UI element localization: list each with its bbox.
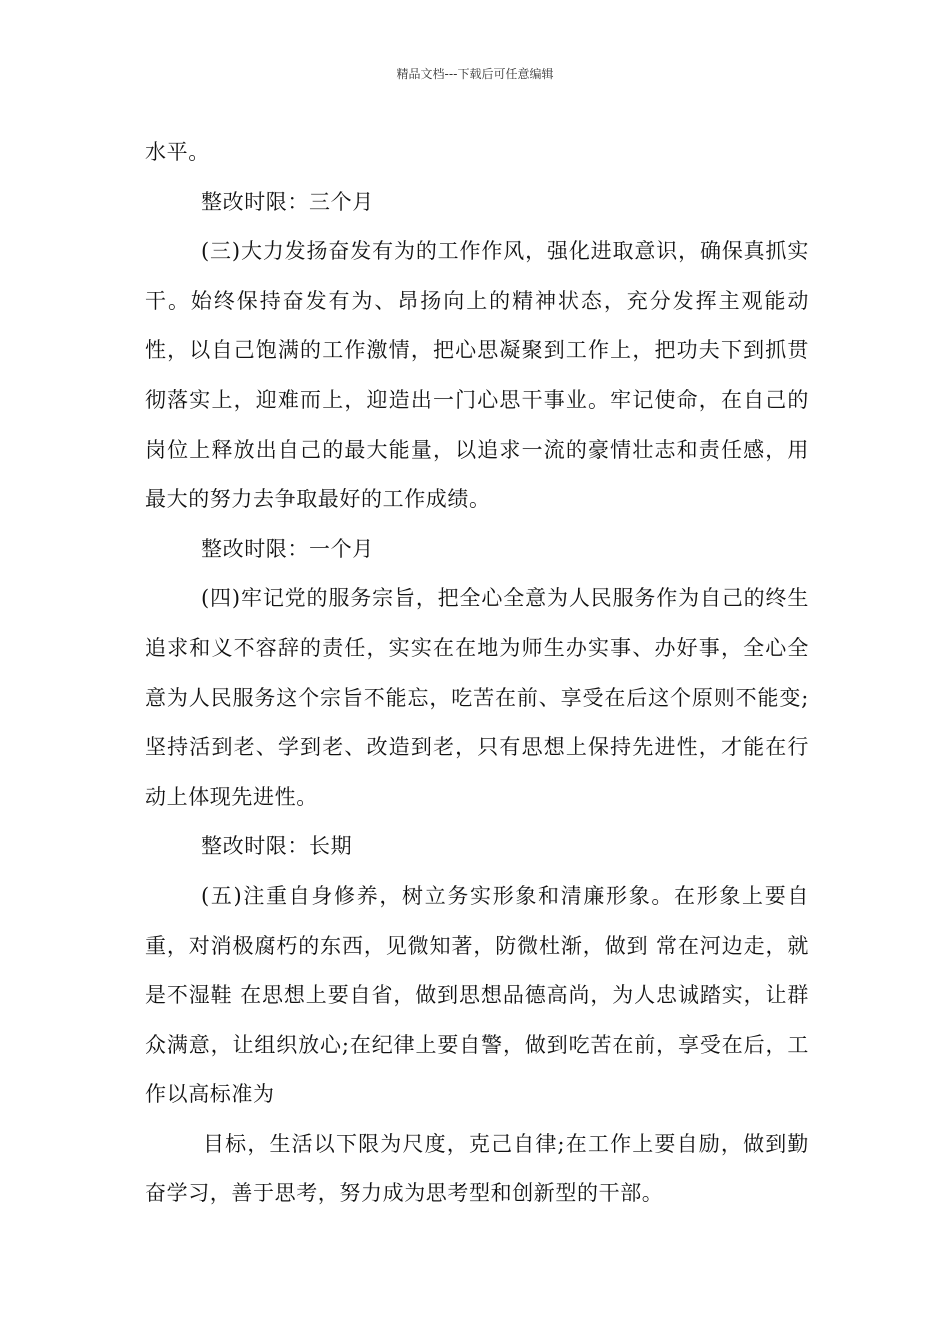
paragraph: (三)大力发扬奋发有为的工作作风，强化进取意识，确保真抓实干。始终保持奋发有为、昂扬向上的精神状态，充分发挥主观能动性，以自己饱满的工作激情，把心思凝聚到工作上，把功夫下到抓贯彻落实上，迎难而上，迎造出一门心思干事业。牢记使命，在自己的岗位上释放出自己的最大能量，以追求一流的豪情壮志和责任感，用最大的努力去争取最好的工作成绩。 (145, 239, 809, 512)
paragraph: (五)注重自身修养，树立务实形象和清廉形象。在形象上要自重，对消极腐朽的东西，见微知著，防微杜渐，做到 常在河边走，就是不湿鞋 在思想上要自省，做到思想品德高尚，为人忠诚踏实，让群众满意，让组织放心;在纪律上要自警，做到吃苦在前，享受在后，工作以高标准为 (145, 883, 809, 1107)
rectification-deadline: 整改时限：长期 (201, 834, 353, 859)
rectification-deadline: 整改时限：一个月 (201, 536, 374, 561)
paragraph: 水平。 (145, 140, 210, 164)
document-body (145, 128, 809, 1219)
paragraph: 目标，生活以下限为尺度，克己自律;在工作上要自励，做到勤奋学习，善于思考，努力成为思考型和创新型的干部。 (145, 1131, 809, 1206)
rectification-deadline: 整改时限：三个月 (201, 189, 374, 214)
paragraph: (四)牢记党的服务宗旨，把全心全意为人民服务作为自己的终生追求和义不容辞的责任，实实在在地为师生办实事、办好事，全心全意为人民服务这个宗旨不能忘，吃苦在前、享受在后这个原则不能变;坚持活到老、学到老、改造到老，只有思想上保持先进性，才能在行动上体现先进性。 (145, 586, 809, 809)
page-header: 精品文档---下载后可任意编辑 (396, 67, 554, 81)
